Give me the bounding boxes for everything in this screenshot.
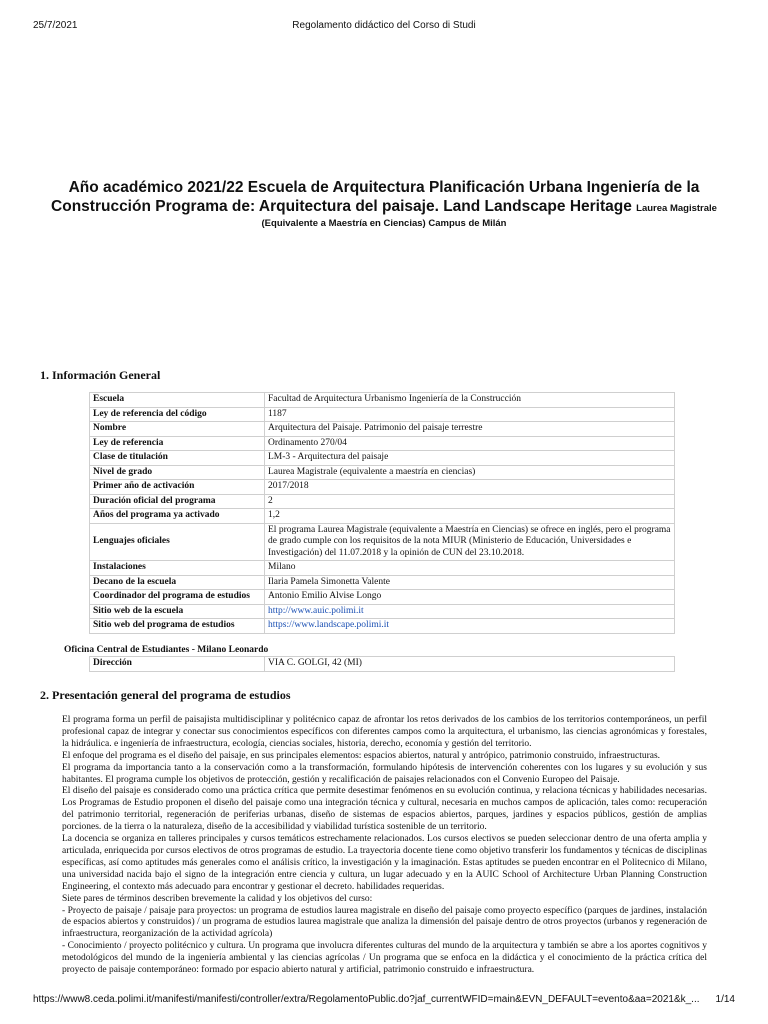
paragraph: - Conocimiento / proyecto politécnico y cultura. Un programa que involucra diferentes culturas del mundo de la arquitectura y también se abre a los aportes cognitivos y metodológicos del mundo de la ingeniería ambiental y las ciencias agrícolas / Un programa que se enfoca en la didáctica y el conocimiento de la práctica crítica del proyecto de paisaje contemporáneo: formado por espacio abierto natural y artificial, patrimonio construido e infraestructura.	[62, 941, 707, 976]
print-url: https://www8.ceda.polimi.it/manifesti/manifesti/controller/extra/RegolamentoPublic.do?jaf_currentWFID=main&EVN_DEFAULT=evento&aa=2021&k_...	[33, 994, 700, 1005]
table-row	[90, 657, 675, 672]
row-value	[265, 604, 675, 619]
row-label: Decano de la escuela	[90, 575, 265, 590]
table-row	[90, 619, 675, 634]
row-value: Arquitectura del Paisaje. Patrimonio del paisaje terrestre	[265, 422, 675, 437]
document-title-subtitle: (Equivalente a Maestría en Ciencias) Campus de Milán	[261, 218, 507, 229]
row-label: Nivel de grado	[90, 465, 265, 480]
website-link[interactable]: https://www.landscape.polimi.it	[268, 620, 390, 630]
paragraph: El programa forma un perfil de paisajista multidisciplinar y politécnico capaz de afrontar los retos derivados de los cambios de los territorios contemporáneos, un perfil profesional capaz de integrar y conectar sus conocimientos específicos con diferentes campos como la arquitectura, el urbanismo, las ciencias agronómicas y forestales, la hidráulica. e ingeniería de infraestructura, ecología, ciencias sociales, historia, derecho, economía y gestión del territorio.	[62, 715, 707, 749]
row-label: Años del programa ya activado	[90, 509, 265, 524]
paragraph: El enfoque del programa es el diseño del paisaje, en sus principales elementos: espacios abiertos, natural y antrópico, patrimonio construido, infraestructuras.	[62, 750, 661, 761]
row-label: Duración oficial del programa	[90, 494, 265, 509]
table-row	[90, 509, 675, 524]
row-value: 1187	[265, 407, 675, 422]
print-footer	[33, 994, 735, 1008]
table-row	[90, 480, 675, 495]
row-label: Ley de referencia	[90, 436, 265, 451]
row-label: Coordinador del programa de estudios	[90, 590, 265, 605]
row-label: Dirección	[90, 657, 265, 672]
table-row	[90, 523, 675, 561]
table-row	[90, 494, 675, 509]
paragraph: La docencia se organiza en talleres principales y cursos temáticos estrechamente relacionados. Los cursos electivos se pueden seleccionar dentro de una oferta amplia y articulada, enriquecida por cursos electivos de otros programas de estudio. La trayectoria docente tiene como objetivo transferir los fundamentos y técnicas de disciplinas específicas, así como aptitudes más generales como el análisis crítico, la investigación y la imaginación. Estas aptitudes se pueden encontrar en el Politecnico di Milano, una universidad nacida bajo el signo de la integración entre ciencia y cultura, un lugar adecuado y en la AUIC School of Architecture Urban Planning Construction Engineering, el contexto más adecuado para encontrar y gestionar el decreto. habilidades requeridas.	[62, 834, 707, 892]
table-row	[90, 451, 675, 466]
row-value: Antonio Emilio Alvise Longo	[265, 590, 675, 605]
table-row	[90, 575, 675, 590]
row-label: Ley de referencia del código	[90, 407, 265, 422]
print-header	[33, 20, 735, 34]
table-row	[90, 465, 675, 480]
table-row	[90, 422, 675, 437]
row-value: Facultad de Arquitectura Urbanismo Ingeniería de la Construcción	[265, 393, 675, 408]
document-title	[40, 178, 728, 230]
row-value: 2017/2018	[265, 480, 675, 495]
section-heading-general-info: 1. Información General	[40, 368, 161, 382]
row-value: 2	[265, 494, 675, 509]
presentation-text	[62, 715, 707, 977]
row-value: Ilaria Pamela Simonetta Valente	[265, 575, 675, 590]
table-row	[90, 436, 675, 451]
office-title: Oficina Central de Estudiantes - Milano Leonardo	[64, 645, 269, 655]
paragraph: El diseño del paisaje es considerado como una práctica crítica que permite desestimar fenómenos en su evolución continua, y relaciona técnicas y habilidades necesarias. Los Programas de Estudio proponen el diseño del paisaje como una integración técnica y cultural, necesaria en muchos campos de aplicación, tales como: recuperación del patrimonio territorial, regeneración de periferias urbanas, diseño de sistemas de espacios abiertos, parques, jardines y espacios públicos, gestión de amplias porciones. de la tierra o la naturaleza, diseño de la accesibilidad y viabilidad turística sostenible de un territorio.	[62, 786, 707, 833]
row-label: Lenguajes oficiales	[90, 523, 265, 561]
website-link[interactable]: http://www.auic.polimi.it	[268, 605, 364, 616]
row-value: VIA C. GOLGI, 42 (MI)	[265, 657, 675, 672]
table-row	[90, 393, 675, 408]
paragraph: Siete pares de términos describen brevemente la calidad y los objetivos del curso:	[62, 893, 373, 904]
table-row	[90, 590, 675, 605]
row-value	[265, 619, 675, 634]
row-value: 1,2	[265, 509, 675, 524]
row-label: Instalaciones	[90, 561, 265, 576]
section-heading-presentation: 2. Presentación general del programa de estudios	[40, 688, 291, 702]
print-date: 25/7/2021	[33, 20, 78, 31]
row-label: Clase de titulación	[90, 451, 265, 466]
row-label: Escuela	[90, 393, 265, 408]
row-label: Sitio web de la escuela	[90, 604, 265, 619]
row-label: Sitio web del programa de estudios	[90, 619, 265, 634]
page-number: 1/14	[715, 994, 735, 1005]
table-row	[90, 407, 675, 422]
row-value: El programa Laurea Magistrale (equivalente a Maestría en Ciencias) se ofrece en inglés, pero el programa de grado cumple con los requisitos de la nota MIUR (Ministerio de Educación, Universidades e Investigación) del 11.07.2018 y la opinión de CUN del 23.10.2018.	[265, 523, 675, 561]
table-row	[90, 561, 675, 576]
row-label: Primer año de activación	[90, 480, 265, 495]
general-info-table	[89, 392, 675, 634]
office-table	[89, 656, 675, 672]
document-title-degree: Laurea Magistrale	[636, 203, 717, 214]
print-header-title: Regolamento didáctico del Corso di Studi	[292, 20, 476, 31]
paragraph: - Proyecto de paisaje / paisaje para proyectos: un programa de estudios laurea magistrale en diseño del paisaje como proyecto específico (parques de jardines, instalación de espacios abiertos y construidos) / un programa de estudios laurea magistrale que analiza la dimensión del paisaje dentro de otros proyectos (urbanos y regeneración de infraestructura, reorganización de la actividad agrícola)	[62, 905, 707, 940]
row-value: Milano	[265, 561, 675, 576]
row-value: Ordinamento 270/04	[265, 436, 675, 451]
document-title-main: Año académico 2021/22 Escuela de Arquitectura Planificación Urbana Ingeniería de la Construcción Programa de: Arquitectura del paisaje. Land Landscape Heritage	[51, 179, 700, 215]
paragraph: El programa da importancia tanto a la conservación como a la transformación, formulando hipótesis de intervención coherentes con los lugares y su evolución y sus habitantes. El programa cumple los objetivos de protección, gestión y recalificación de paisajes relacionados con el Convenio Europeo del Paisaje.	[62, 762, 707, 785]
row-label: Nombre	[90, 422, 265, 437]
row-value: LM-3 - Arquitectura del paisaje	[265, 451, 675, 466]
table-row	[90, 604, 675, 619]
row-value: Laurea Magistrale (equivalente a maestría en ciencias)	[265, 465, 675, 480]
